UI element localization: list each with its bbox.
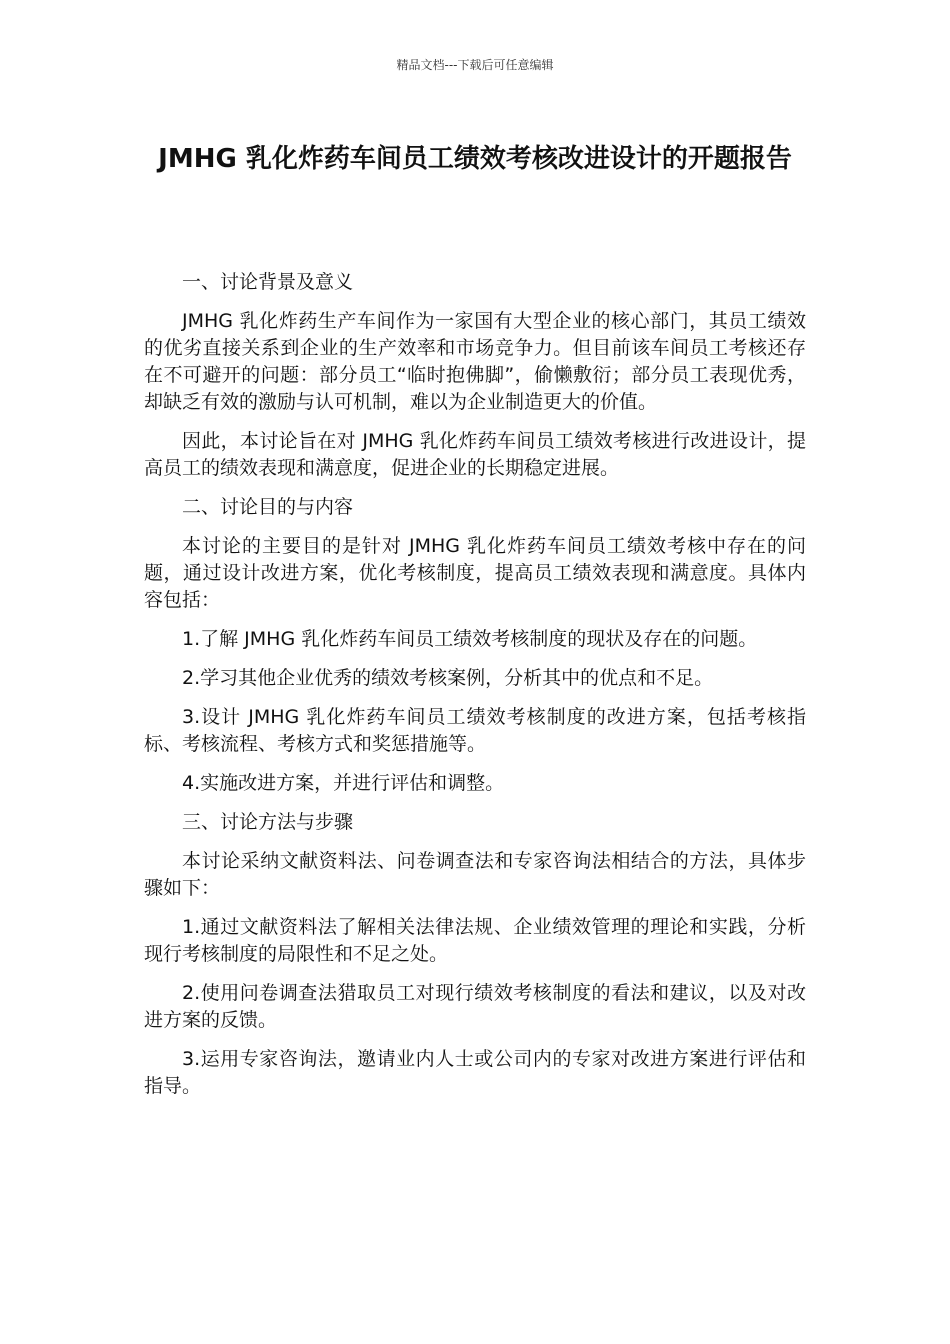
paragraph: 因此，本讨论旨在对 JMHG 乳化炸药车间员工绩效考核进行改进设计，提高员工的绩效表现和满意度，促进企业的长期稳定进展。 [144,430,806,479]
section-heading-purpose: 二、讨论目的与内容 [182,496,354,518]
document-title: JMHG 乳化炸药车间员工绩效考核改进设计的开题报告 [158,144,792,174]
list-item: 2.使用问卷调查法猎取员工对现行绩效考核制度的看法和建议，以及对改进方案的反馈。 [144,982,806,1031]
document-body [144,269,806,1112]
paragraph: 本讨论采纳文献资料法、问卷调查法和专家咨询法相结合的方法，具体步骤如下： [144,850,806,899]
paragraph: 本讨论的主要目的是针对 JMHG 乳化炸药车间员工绩效考核中存在的问题，通过设计改进方案，优化考核制度，提高员工绩效表现和满意度。具体内容包括： [144,535,806,611]
header-note: 精品文档---下载后可任意编辑 [396,58,554,72]
list-item: 3.运用专家咨询法，邀请业内人士或公司内的专家对改进方案进行评估和指导。 [144,1048,806,1097]
list-item: 1.了解 JMHG 乳化炸药车间员工绩效考核制度的现状及存在的问题。 [182,628,758,650]
list-item: 1.通过文献资料法了解相关法律法规、企业绩效管理的理论和实践，分析现行考核制度的局限性和不足之处。 [144,916,806,965]
section-heading-background: 一、讨论背景及意义 [182,271,354,293]
paragraph: JMHG 乳化炸药生产车间作为一家国有大型企业的核心部门，其员工绩效的优劣直接关系到企业的生产效率和市场竞争力。但目前该车间员工考核还存在不可避开的问题：部分员工“临时抱佛脚”，偷懒敷衍；部分员工表现优秀，却缺乏有效的激励与认可机制，难以为企业制造更大的价值。 [144,310,806,413]
list-item: 2.学习其他企业优秀的绩效考核案例，分析其中的优点和不足。 [182,667,714,689]
list-item: 4.实施改进方案，并进行评估和调整。 [182,772,505,794]
section-heading-methods: 三、讨论方法与步骤 [182,811,354,833]
list-item: 3.设计 JMHG 乳化炸药车间员工绩效考核制度的改进方案，包括考核指标、考核流程、考核方式和奖惩措施等。 [144,706,806,755]
